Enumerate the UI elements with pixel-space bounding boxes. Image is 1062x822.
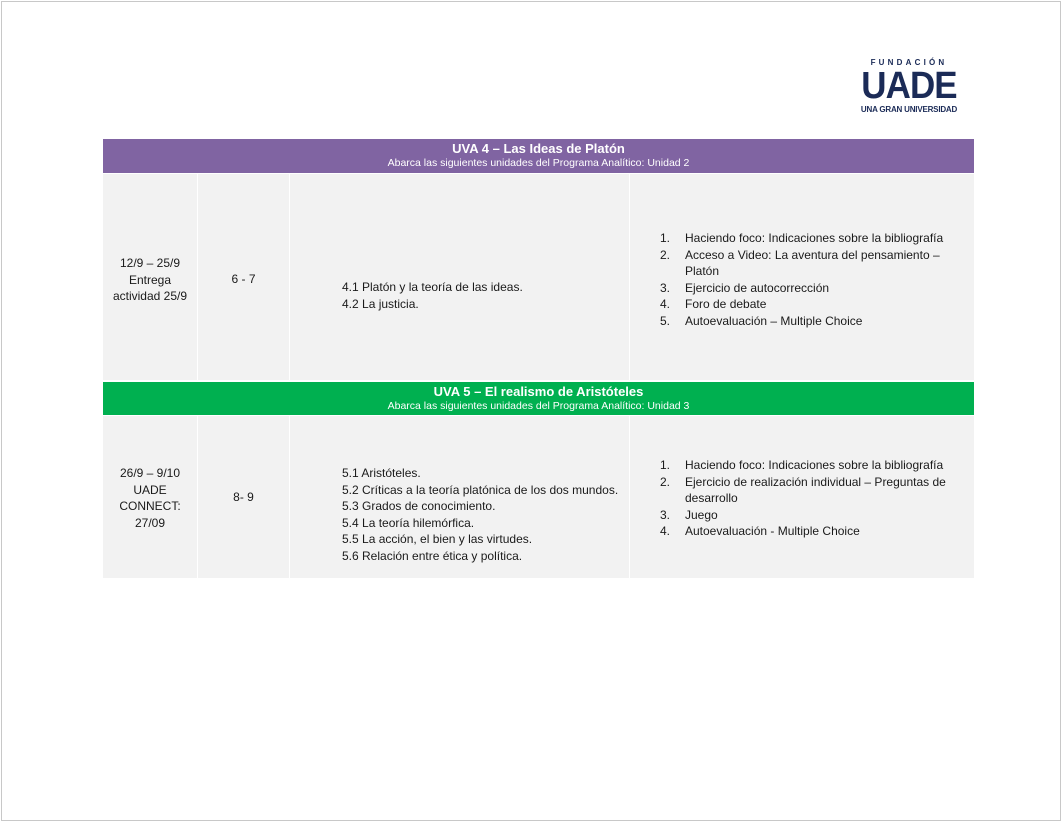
activity-number: 4. (660, 524, 671, 538)
logo-sub-text: UNA GRAN UNIVERSIDAD (860, 105, 958, 114)
activity-number: 1. (660, 231, 671, 245)
topic-item: 5.4 La teoría hilemórfica. (342, 515, 475, 530)
activity-text: Autoevaluación - Multiple Choice (685, 524, 860, 538)
date-line: 12/9 – 25/9 (119, 256, 181, 270)
activity-text: Ejercicio de autocorrección (685, 280, 830, 295)
section-title: UVA 4 – Las Ideas de Platón (452, 141, 625, 156)
activity-number: 1. (660, 458, 671, 472)
topics-cell (290, 416, 630, 578)
activity-text: Autoevaluación – Multiple Choice (685, 313, 863, 328)
activity-item (660, 523, 978, 540)
activity-item (660, 247, 978, 280)
activity-item (660, 507, 978, 524)
uade-logo (857, 58, 961, 118)
activity-text: Foro de debate (685, 297, 767, 311)
topics-cell (290, 174, 630, 380)
topic-item: 5.1 Aristóteles. (342, 466, 421, 480)
activity-text: Haciendo foco: Indicaciones sobre la bibliografía (685, 231, 944, 245)
date-cell (103, 174, 198, 380)
date-line: UADE (133, 482, 167, 497)
weeks-cell (198, 416, 290, 578)
activity-text: Haciendo foco: Indicaciones sobre la bibliografía (685, 458, 944, 472)
activity-number: 3. (660, 280, 671, 295)
activity-number: 5. (660, 313, 671, 328)
activity-number: 2. (660, 247, 671, 262)
activity-item (660, 230, 978, 247)
activity-item (660, 474, 978, 507)
date-line: actividad 25/9 (112, 289, 188, 303)
document-page (1, 1, 1061, 821)
activity-item (660, 313, 978, 330)
section-header-uva4 (103, 139, 974, 173)
activity-number: 4. (660, 297, 671, 311)
activity-number: 2. (660, 474, 671, 489)
topic-item: 4.2 La justicia. (342, 296, 419, 311)
weeks-value: 6 - 7 (231, 272, 256, 286)
section-subtitle: Abarca las siguientes unidades del Programa Analítico: Unidad 2 (387, 157, 690, 169)
logo-main-text: UADE (861, 65, 957, 107)
activities-cell (630, 174, 974, 380)
topic-item: 5.6 Relación entre ética y política. (342, 548, 523, 563)
weeks-cell (198, 174, 290, 380)
date-line: 26/9 – 9/10 (119, 466, 181, 480)
activity-text: Juego (685, 507, 718, 522)
activities-cell (630, 416, 974, 578)
date-line: CONNECT: (119, 499, 181, 513)
table-row-uva4 (103, 174, 974, 380)
section-subtitle: Abarca las siguientes unidades del Programa Analítico: Unidad 3 (387, 400, 690, 412)
activity-text: Acceso a Video: La aventura del pensamiento – (685, 247, 940, 262)
logo-top-text: FUNDACIÓN (870, 58, 948, 67)
topic-item: 5.2 Críticas a la teoría platónica de los dos mundos. (342, 482, 619, 497)
activity-text: Platón (685, 264, 720, 278)
activity-item (660, 296, 978, 313)
topic-item: 5.5 La acción, el bien y las virtudes. (342, 532, 533, 546)
topic-item: 5.3 Grados de conocimiento. (342, 499, 496, 513)
activity-item (660, 457, 978, 474)
section-title: UVA 5 – El realismo de Aristóteles (433, 384, 644, 399)
section-header-uva5 (103, 382, 974, 415)
table-row-uva5 (103, 416, 974, 578)
activity-text: Ejercicio de realización individual – Preguntas de (685, 474, 946, 489)
date-line: 27/09 (134, 515, 166, 530)
activity-item (660, 280, 978, 297)
weeks-value: 8- 9 (233, 490, 254, 504)
topic-item: 4.1 Platón y la teoría de las ideas. (342, 280, 523, 294)
activity-text: desarrollo (685, 491, 738, 505)
date-cell (103, 416, 198, 578)
date-line: Entrega (128, 272, 172, 287)
activity-number: 3. (660, 507, 671, 522)
